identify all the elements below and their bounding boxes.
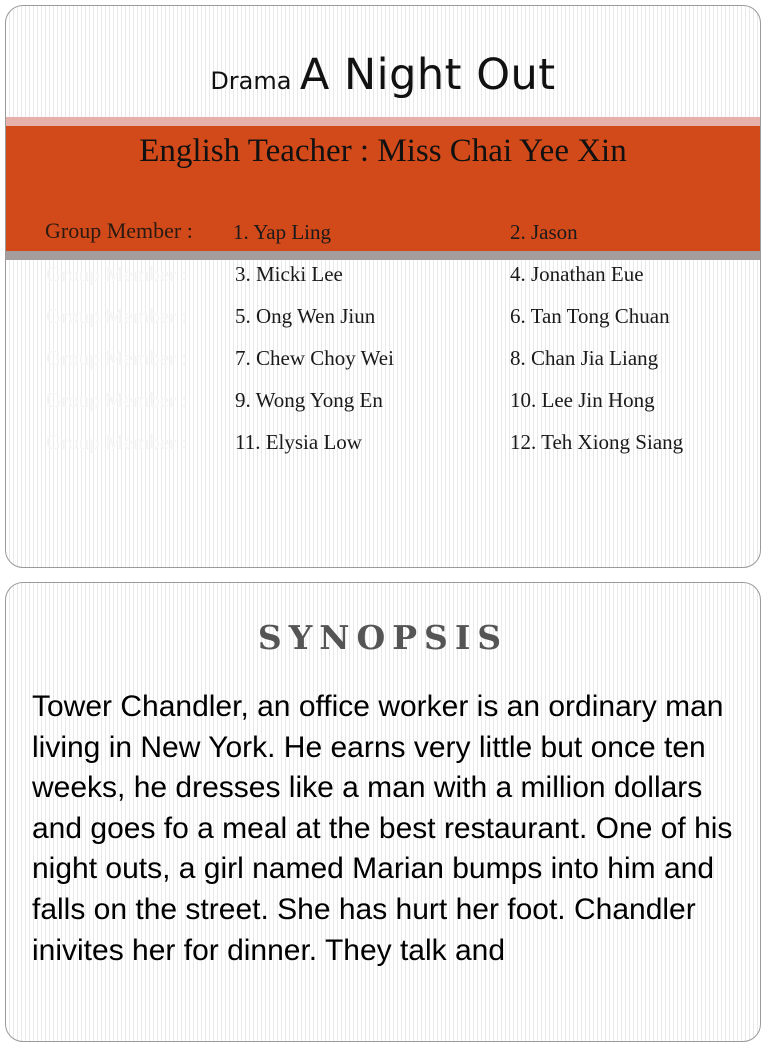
member-item: 1. Yap Ling <box>233 220 332 244</box>
title-main: A Night Out <box>299 50 556 100</box>
synopsis-heading: SYNOPSIS <box>257 618 509 657</box>
member-item: 4. Jonathan Eue <box>510 262 644 286</box>
member-item: 7. Chew Choy Wei <box>235 346 394 370</box>
ghost-label: Group Member : <box>46 346 188 370</box>
member-item: 12. Teh Xiong Siang <box>510 430 684 454</box>
ghost-label: Group Member : <box>46 388 188 412</box>
group-member-label: Group Member : <box>45 218 193 243</box>
ghost-label: Group Member : <box>46 262 188 286</box>
slide-title-heading <box>6 50 760 100</box>
member-item: 9. Wong Yong En <box>235 388 383 412</box>
member-item: 11. Elysia Low <box>235 430 362 454</box>
synopsis-body: Tower Chandler, an office worker is an ordinary man living in New York. He earns very little but once ten weeks, he dresses like a man with a million dollars and goes fo a meal at the best restaurant. One of his night outs, a girl named Marian bumps into him and falls on the street. She has hurt her foot. Chandler inivites her for dinner. They talk and <box>32 690 733 967</box>
member-item: 3. Micki Lee <box>235 262 343 286</box>
accent-band-pink <box>6 117 760 126</box>
member-item: 6. Tan Tong Chuan <box>510 304 670 328</box>
member-item: 10. Lee Jin Hong <box>510 388 655 412</box>
ghost-label: Group Member : <box>46 430 188 454</box>
title-prefix: Drama <box>210 67 292 95</box>
slide-synopsis <box>5 582 761 1042</box>
slide-title <box>5 5 761 568</box>
member-item: 5. Ong Wen Jiun <box>235 304 376 328</box>
member-item: 8. Chan Jia Liang <box>510 346 659 370</box>
ghost-label: Group Member : <box>46 304 188 328</box>
accent-band-gray <box>6 251 760 260</box>
teacher-line: English Teacher : Miss Chai Yee Xin <box>139 133 627 169</box>
member-item: 2. Jason <box>510 220 578 244</box>
